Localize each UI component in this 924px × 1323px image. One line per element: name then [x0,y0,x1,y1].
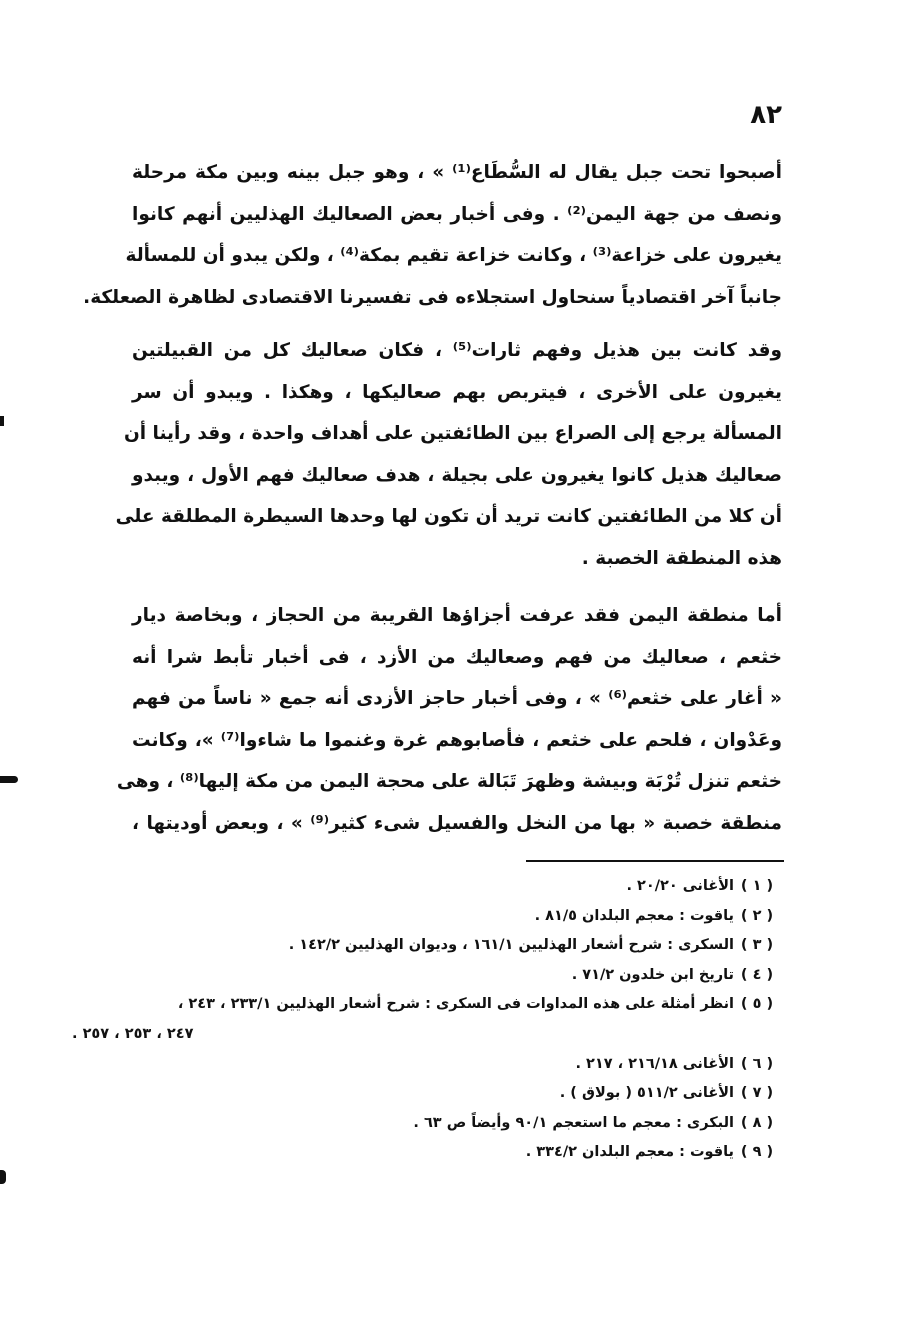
footnote-8 [100,1109,780,1139]
margin-mark [0,776,18,783]
footnote-6 [100,1050,780,1080]
footnote-text: انظر أمثلة على هذه المداوات فى السكرى : شرح أشعار الهذليين ٢٣٣/١ ، ٢٤٣ ، [177,996,734,1013]
margin-mark [0,1170,6,1184]
footnote-number: ( ٣ ) [740,937,774,954]
footnote-number: ( ٥ ) [740,996,774,1013]
footnote-text: ياقوت : معجم البلدان ٣٣٤/٢ . [525,1144,734,1161]
text-line: « أغار على خثعم⁽⁶⁾ » ، وفى أخبار حاجز الأزدى أنه جمع « ناساً من فهم [132,688,783,709]
footnotes [72,872,780,1168]
footnote-text: الأغانى ٢٠/٢٠ . [626,878,734,894]
footnote-number: ( ٤ ) [740,966,774,983]
footnote-text: ٢٤٧ ، ٢٥٣ ، ٢٥٧ . [72,1025,194,1042]
footnote-9 [100,1138,780,1168]
footnote-text: البكرى : معجم ما استعجم ٩٠/١ وأيضاً ص ٦٣ . [413,1114,734,1131]
footnote-2 [100,902,780,932]
footnote-5 [100,990,780,1020]
text-line: وقد كانت بين هذيل وفهم ثارات⁽⁵⁾ ، فكان صعاليك كل من القبيلتين [132,340,783,361]
footnote-text: الأغانى ٢١٦/١٨ ، ٢١٧ . [575,1055,734,1072]
footnote-1 [100,872,780,902]
paragraph-1 [83,152,782,318]
text-line: يغيرون على خزاعة⁽³⁾ ، وكانت خزاعة تقيم بمكة⁽⁴⁾ ، ولكن يبدو أن للمسألة [125,245,782,266]
footnote-5-continuation [72,1020,780,1050]
page-number: ٨٢ [750,100,782,130]
text-line: وعَدْوان ، فلحم على خثعم ، فأصابوهم غرة وغنموا ما شاءوا⁽⁷⁾ »، وكانت [132,729,782,751]
footnote-number: ( ٧ ) [740,1085,774,1102]
text-line: جانباً آخر اقتصادياً سنحاول استجلاءه فى تفسيرنا الاقتصادى لظاهرة الصعلكة. [83,286,782,308]
footnote-separator [526,860,784,862]
footnote-number: ( ٢ ) [740,907,774,924]
footnote-number: ( ٦ ) [740,1055,774,1072]
text-line: ونصف من جهة اليمن⁽²⁾ . وفى أخبار بعض الصعاليك الهذليين أنهم كانوا [132,203,782,225]
text-line: هذه المنطقة الخصبة . [581,547,782,569]
footnote-text: السكرى : شرح أشعار الهذليين ١٦١/١ ، وديوان الهذليين ١٤٢/٢ . [288,937,734,954]
text-line: صعاليك هذيل كانوا يغيرون على بجيلة ، هدف صعاليك فهم الأول ، ويبدو [132,464,782,486]
text-line: منطقة خصبة « بها من النخل والفسيل شىء كثير⁽⁹⁾ » ، وبعض أوديتها ، [132,812,782,834]
paragraph-3 [116,595,783,844]
text-line: أما منطقة اليمن فقد عرفت أجزاؤها القريبة من الحجاز ، وبخاصة ديار [132,605,782,626]
footnote-7 [100,1079,780,1109]
footnote-text: تاريخ ابن خلدون ٧١/٢ . [571,966,734,983]
paragraph-2 [115,330,783,579]
footnote-4 [100,961,780,991]
footnote-3 [100,931,780,961]
text-line: خثعم ، صعاليك من فهم وصعاليك من الأزد ، فى أخبار تأبط شرا أنه [132,646,782,668]
text-line: المسألة يرجع إلى الصراع بين الطائفتين على أهداف واحدة ، وقد رأينا أن [123,423,782,444]
text-line: يغيرون على الأخرى ، فيتربص بهم صعاليكها ، وهكذا . ويبدو أن سر [132,381,782,403]
text-line: أصبحوا تحت جبل يقال له السُّطَاع⁽¹⁾ » ، وهو جبل بينه وبين مكة مرحلة [132,162,782,183]
margin-mark [0,416,4,426]
footnote-number: ( ١ ) [740,878,774,894]
footnote-text: ياقوت : معجم البلدان ٨١/٥ . [534,907,734,924]
body-text [83,152,783,844]
footnote-text: الأغانى ٥١١/٢ ( بولاق ) . [559,1085,734,1102]
footnote-number: ( ٨ ) [740,1114,774,1131]
text-line: أن كلا من الطائفتين كانت تريد أن تكون لها وحدها السيطرة المطلقة على [115,506,782,527]
footnote-number: ( ٩ ) [740,1144,774,1161]
text-line: خثعم تنزل تُرْبَة وبيشة وظهرَ تَبَالة على محجة اليمن من مكة إليها⁽⁸⁾ ، وهى [116,771,782,792]
